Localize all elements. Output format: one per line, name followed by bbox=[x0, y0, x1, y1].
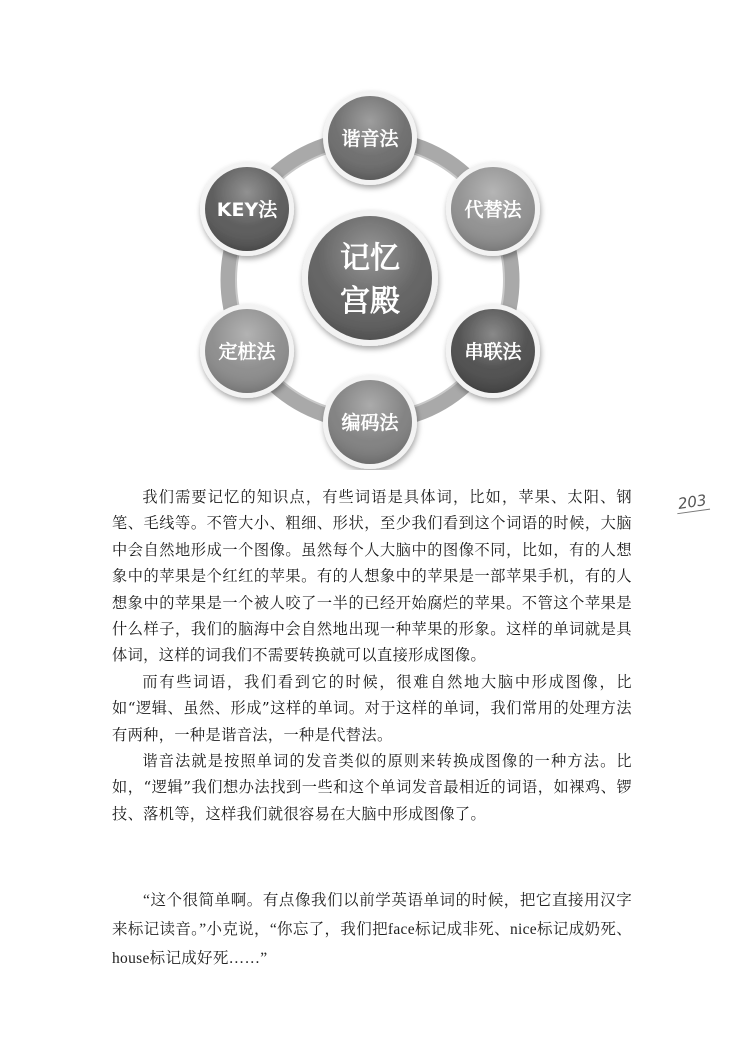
dialogue-block bbox=[112, 886, 632, 973]
memory-palace-diagram bbox=[0, 0, 750, 470]
diagram-node-label: 编码法 bbox=[341, 412, 399, 434]
diagram-node-label: 谐音法 bbox=[341, 128, 399, 150]
center-label-line1: 记忆 bbox=[340, 241, 400, 276]
page-number: 203 bbox=[675, 492, 710, 514]
diagram-node-n-upper-right bbox=[446, 162, 540, 256]
center-label-line2: 宫殿 bbox=[340, 284, 400, 319]
diagram-node-n-lower-left bbox=[200, 304, 294, 398]
body-text bbox=[112, 484, 632, 827]
diagram-node-n-top bbox=[323, 91, 417, 185]
paragraph-abstract-words: 而有些词语，我们看到它的时候，很难自然地大脑中形成图像，比如“逻辑、虽然、形成”这样的单词。对于这样的单词，我们常用的处理方法有两种，一种是谐音法，一种是代替法。 bbox=[112, 672, 632, 744]
dialogue-text: “这个很简单啊。有点像我们以前学英语单词的时候，把它直接用汉字来标记读音。”小克说，“你忘了，我们把face标记成非死、nice标记成奶死、house标记成好死……” bbox=[112, 892, 632, 967]
center-node bbox=[302, 210, 438, 346]
diagram-node-n-lower-right bbox=[446, 304, 540, 398]
paragraph-homophone-method: 谐音法就是按照单词的发音类似的原则来转换成图像的一种方法。比如，“逻辑”我们想办法找到一些和这个单词发音最相近的词语，如裸鸡、锣技、落机等，这样我们就很容易在大脑中形成图像了。 bbox=[112, 752, 632, 823]
diagram-node-label: 代替法 bbox=[464, 199, 522, 221]
diagram-node-n-bottom bbox=[323, 375, 417, 469]
diagram-node-label: 定桩法 bbox=[218, 341, 276, 363]
diagram-node-label: KEY法 bbox=[216, 199, 278, 221]
paragraph-concrete-words: 我们需要记忆的知识点，有些词语是具体词，比如，苹果、太阳、钢笔、毛线等。不管大小、粗细、形状，至少我们看到这个词语的时候，大脑中会自然地形成一个图像。虽然每个人大脑中的图像不同，比如，有的人想象中的苹果是个红红的苹果。有的人想象中的苹果是一部苹果手机，有的人想象中的苹果是一个被人咬了一半的已经开始腐烂的苹果。不管这个苹果是什么样子，我们的脑海中会自然地出现一种苹果的形象。这样的单词就是具体词，这样的词我们不需要转换就可以直接形成图像。 bbox=[112, 488, 632, 665]
diagram-node-n-upper-left bbox=[200, 162, 294, 256]
diagram-node-label: 串联法 bbox=[464, 341, 522, 363]
